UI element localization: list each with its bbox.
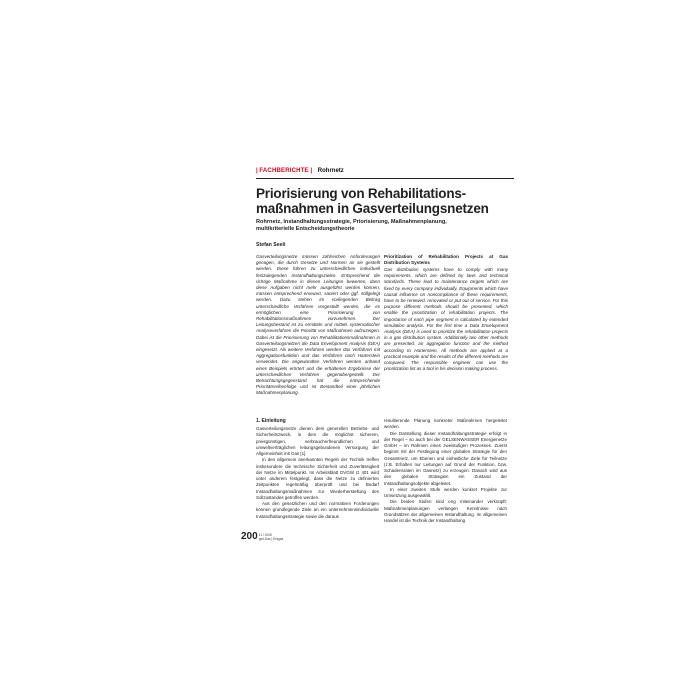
abstract-english-heading: Prioritization of Rehabilitation Projects at Gas Distribution Systems: [384, 254, 508, 265]
abstract-english: Gas distribution systems have to comply with many requirements, which are defined by laws and technical standards. These lead to maintenance targets which are fixed by every company individually. Equipments which have causal influence on noncompliance of these requirements, have to be renewed, renovated or put out of service. For this purpose different methods should be presented, which enable the prioritization of rehabilitation projects. The importance of each pipe segment is calculated by extended simulation analysis. For the first time a Data Envelopment Analysis (DEA) is used to prioritize the rehabilitation projects in a gas distribution system. Additionally two other methods are presented, an aggregation function and the method according to Harterstein. All methods are applied at a practical example and the results of the different methods are compared. The responsible engineer can use the prioritization list as a tool in his decision making process.: [384, 267, 508, 372]
abstract-german: Gasverteilungsnetze müssen zahlreichen Anforderungen genügen, die durch Gesetze und Normen an sie gestellt werden. Diese führen zu unterschiedlichen individuell festzulegenden Instandhaltungszielen. Entsprechend die richtige Maßnahme in diesen Leitungen bewerten, dann diese Aufgaben nicht mehr ausgeführt werden können, müssen entsprechend erneuert, saniert oder ggf. stillgelegt werden. Dazu stehen im vorliegenden Beitrag unterschiedliche Verfahren vorgestellt werden, die es ermöglichen eine Priorisierung von Rehabilitationsmaßnahmen vorzunehmen. Der Leitungsbestand ist zu ermitteln und mittels systematischer Analyseverfahren die Priorität von Maßnahmen aufzuzeigen. Dabei ist die Priorisierung von Rehabilitationsmaßnahmen in Gasverteilungsnetzen die Data Envelopment Analysis (DEA) eingesetzt. Als weitere Verfahren werden das Verfahren mit Aggregationsfunktion und das Verfahren nach Harterstein verwendet. Die angewandten Verfahren werden anhand eines Beispiels erörtert und die erhaltenen Ergebnisse der unterschiedlichen Verfahren gegenübergestellt. Der Betrachtungsgegenstand hat die entsprechende Prioritätsreihenfolge und ist Bestandteil einer jährlichen Maßnahmenplanung.: [256, 254, 380, 396]
section-header: [256, 166, 514, 179]
body-paragraph: Aus den gesetzlichen und den normativen Forderungen können grundlegende Ziele an ein unternehmensindividuelle Instandhaltungsstrategie sowie die daraus: [256, 501, 379, 519]
journal-name: gwf-Gas | Erdgas: [258, 537, 284, 542]
article-author: Stefan Seeli: [256, 242, 286, 248]
issue-date: 11 / 2008: [258, 533, 272, 538]
body-column-left: [256, 418, 379, 520]
article-keywords: Rohrnetz, Instandhaltungsstrategie, Priorisierung, Maßnahmenplanung, multikriterielle Entscheidungstheorie: [256, 219, 447, 232]
body-column-right: [384, 418, 507, 524]
article-title: Priorisierung von Rehabilitations-maßnahmen in Gasverteilungsnetzen: [256, 186, 489, 216]
page-footer: [241, 532, 283, 542]
subsection-label: Rohrnetz: [317, 168, 344, 174]
body-paragraph: Die Darstellung dieser Instandhaltungsstrategie erfolgt in der Regel – so auch bei der GELSENWASSER Energienetze GmbH – im Rahmen eines zweistufigen Prozesses. Zuerst beginnt mit der Festlegung einer globalen Strategie für den Gesamtnetz, um Ebenen und einheitliche Ziele für Teilnetze (z.B. Erhalten nur Leitungen auf Grund der Funktion, bzw. Schadensraten im Gasnetz) zu erzeugen. Danach wird aus den globalen Strategien ein Zustand der Instandhaltungsobjekte abgeleitet.: [384, 430, 507, 486]
abstract-english-block: [384, 254, 508, 372]
section-label: FACHBERICHTE: [259, 168, 309, 174]
section-marker: |: [256, 168, 258, 174]
body-paragraph: resultierende Planung konkreter Maßnahmen hergeleitet werden.: [384, 418, 507, 430]
body-paragraph: Die beiden Stufen sind eng miteinander verknüpft: Maßnahmenplanungen verlangen Kenntnisse nach Grundsätzen der allgemeinen Instandhaltung. Im allgemeinen Handel ist die Technik der Instandhaltung: [384, 499, 507, 523]
body-paragraph: Gasverteilungsnetze dienen dem generellen Betriebs- und Sicherheitszweck, in dem die möglichst sicherem, preisgünstigen, verbraucherfreundlichen und umweltverträglichen leitungsgebundenen Versorgung der Allgemeinheit mit Gas [1].: [256, 426, 379, 456]
page-number: 200: [241, 531, 258, 542]
section-heading: 1. Einleitung: [256, 418, 286, 424]
body-paragraph: In den allgemein anerkannten Regeln der Technik treffen insbesondere die technische Sicherheit und Zuverlässigkeit der Netze im Mittelpunkt. Im Arbeitsblatt DVGW G 401 wird unter anderem festgelegt, dass die Netze zu definierten Zeitpunkten regelmäßig überprüft und bei Bedarf Instandhaltungsmaßnahmen zur Wiederherstellung des Sollzustandes getroffen werden.: [256, 457, 379, 500]
body-paragraph: In einer zweiten Stufe werden konkret Projekte zur Umsetzung ausgewählt.: [384, 486, 507, 498]
section-separator: |: [310, 168, 313, 174]
journal-info: [259, 534, 284, 542]
